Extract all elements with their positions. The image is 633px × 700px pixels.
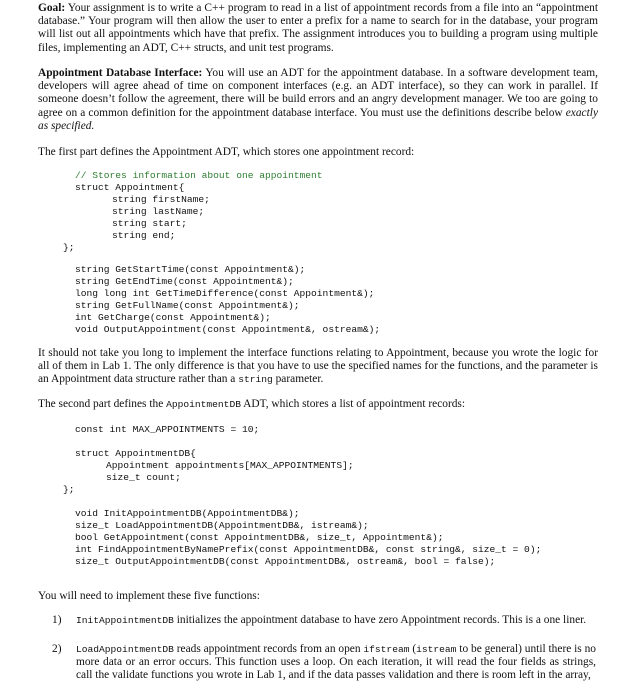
appointment-functions-code bbox=[75, 264, 380, 336]
list-item-load bbox=[76, 643, 596, 683]
list-item-text: reads appointment records from an open bbox=[173, 643, 364, 655]
code-line: struct Appointment{ bbox=[75, 182, 185, 193]
goal-label: Goal: bbox=[38, 2, 66, 14]
part1-intro: The first part defines the Appointment ADT, which stores one appointment record: bbox=[38, 146, 415, 158]
function-name: LoadAppointmentDB bbox=[76, 644, 174, 655]
interface-text: You will use an ADT for the appointment database. In a software development team, developers will agree ahead of time on component interfaces (e.g. an ADT interface), so they can work in parallel. If someone doesn’t follow the agreement, there will be build errors and an angry development manager. We too are going to agree on a common definition for the appointment database interface. You must use the definitions describe below bbox=[38, 67, 598, 119]
code-line: long long int GetTimeDifference(const Appointment&); bbox=[75, 288, 375, 299]
code-line: string GetStartTime(const Appointment&); bbox=[75, 264, 306, 275]
inline-code: ifstream bbox=[363, 644, 410, 655]
code-line: string GetFullName(const Appointment&); bbox=[75, 300, 300, 311]
code-line: bool GetAppointment(const AppointmentDB&, size_t, Appointment&); bbox=[75, 532, 444, 543]
part2-intro-text-end: ADT, which stores a list of appointment records: bbox=[240, 398, 466, 410]
list-item-text: to be general) until there is no more data or an error occurs. This function uses a loop. On each iteration, it will read the four fields as strings, call the validate functions you wrote in Lab 1, and if the data passes validation and there is room left in the array, bbox=[76, 643, 596, 682]
code-line: void InitAppointmentDB(AppointmentDB&); bbox=[75, 508, 300, 519]
part2-intro bbox=[38, 398, 598, 411]
code-line: string end; bbox=[89, 230, 176, 241]
code-line: }; bbox=[63, 242, 75, 253]
code-line: string GetEndTime(const Appointment&); bbox=[75, 276, 294, 287]
interface-label: Appointment Database Interface: bbox=[38, 67, 203, 79]
code-line: string start; bbox=[89, 218, 187, 229]
goal-text: Your assignment is to write a C++ program to read in a list of appointment records from a file into an “appointment database.” Your program will then allow the user to enter a prefix for a name to search for in the database, your program will list out all appointments which have that prefix. The assignment introduces you to building a program using multiple files, implementing an ADT, C++ structs, and unit test programs. bbox=[38, 2, 598, 54]
code-line: }; bbox=[63, 484, 75, 495]
part2-intro-text: The second part defines the bbox=[38, 398, 167, 410]
code-line: struct AppointmentDB{ bbox=[75, 448, 196, 459]
list-number: 2) bbox=[52, 643, 62, 655]
code-line: string firstName; bbox=[89, 194, 210, 205]
function-name: InitAppointmentDB bbox=[76, 615, 174, 626]
part1-after-code: string bbox=[238, 374, 273, 386]
code-line: Appointment appointments[MAX_APPOINTMENTS]; bbox=[83, 460, 354, 471]
part1-after-text: It should not take you long to implement the interface functions relating to Appointment, because you wrote the logic for all of them in Lab 1. The only difference is that you have to use the specified names for the functions, and the parameter is an Appointment data structure rather than a bbox=[38, 347, 598, 386]
list-item-init bbox=[76, 614, 596, 627]
code-comment: // Stores information about one appointment bbox=[75, 170, 323, 181]
appointmentdb-struct-code bbox=[63, 448, 354, 496]
code-line: size_t LoadAppointmentDB(AppointmentDB&, istream&); bbox=[75, 520, 369, 531]
code-line: string lastName; bbox=[89, 206, 205, 217]
list-item-text: ( bbox=[409, 643, 417, 655]
code-line: void OutputAppointment(const Appointment&, ostream&); bbox=[75, 324, 381, 335]
code-line: int GetCharge(const Appointment&); bbox=[75, 312, 271, 323]
appointment-struct-code bbox=[63, 170, 323, 254]
goal-paragraph bbox=[38, 2, 598, 55]
part1-after-text-end: parameter. bbox=[272, 373, 324, 386]
max-appointments-const: const int MAX_APPOINTMENTS = 10; bbox=[75, 424, 260, 435]
interface-emphasis: exactly as specified. bbox=[38, 106, 598, 132]
part2-intro-code: AppointmentDB bbox=[166, 399, 241, 410]
code-line: int FindAppointmentByNamePrefix(const AppointmentDB&, const string&, size_t = 0); bbox=[75, 544, 542, 555]
code-line: size_t count; bbox=[83, 472, 181, 483]
code-line: size_t OutputAppointmentDB(const AppointmentDB&, ostream&, bool = false); bbox=[75, 556, 496, 567]
part1-after-paragraph bbox=[38, 347, 598, 387]
interface-paragraph bbox=[38, 67, 598, 133]
list-number: 1) bbox=[52, 614, 62, 626]
implement-intro: You will need to implement these five functions: bbox=[38, 590, 260, 602]
list-item-text: initializes the appointment database to have zero Appointment records. This is a one liner. bbox=[173, 614, 587, 626]
appointmentdb-functions-code bbox=[75, 508, 541, 568]
inline-code: istream bbox=[416, 644, 457, 655]
